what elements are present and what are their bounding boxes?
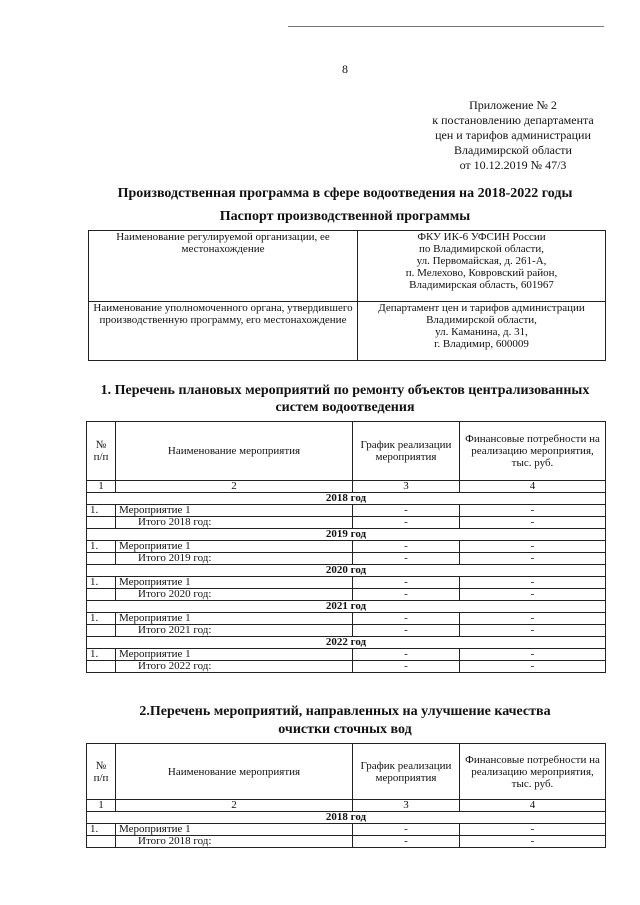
year-label: 2018 год bbox=[87, 493, 606, 505]
header-finance: Финансовые потребности на реализацию мероприятия, тыс. руб. bbox=[460, 422, 606, 481]
header-schedule: График реализации мероприятия bbox=[353, 744, 460, 800]
item-finance: - bbox=[460, 577, 606, 589]
total-schedule: - bbox=[353, 836, 460, 848]
year-label: 2021 год bbox=[87, 601, 606, 613]
col-number: 4 bbox=[460, 481, 606, 493]
total-row bbox=[87, 836, 606, 848]
passport-table bbox=[88, 230, 606, 361]
total-number bbox=[87, 836, 116, 848]
year-row bbox=[87, 812, 606, 824]
passport-org-value bbox=[358, 231, 606, 302]
col-number: 2 bbox=[116, 800, 353, 812]
year-row bbox=[87, 601, 606, 613]
authority-line: Департамент цен и тарифов администрации bbox=[378, 302, 585, 314]
org-line: ул. Первомайская, д. 261-А, bbox=[416, 255, 547, 267]
item-schedule: - bbox=[353, 505, 460, 517]
col-number: 1 bbox=[87, 800, 116, 812]
year-label: 2022 год bbox=[87, 637, 606, 649]
year-row bbox=[87, 637, 606, 649]
appendix-line: от 10.12.2019 № 47/3 bbox=[459, 158, 567, 172]
item-finance: - bbox=[460, 505, 606, 517]
item-schedule: - bbox=[353, 613, 460, 625]
table-row bbox=[87, 824, 606, 836]
item-number: 1. bbox=[87, 649, 116, 661]
header-num: № п/п bbox=[87, 422, 116, 481]
item-number: 1. bbox=[87, 613, 116, 625]
year-row bbox=[87, 493, 606, 505]
total-finance: - bbox=[460, 517, 606, 529]
total-finance: - bbox=[460, 836, 606, 848]
item-finance: - bbox=[460, 649, 606, 661]
year-row bbox=[87, 529, 606, 541]
total-row bbox=[87, 661, 606, 673]
passport-authority-label: Наименование уполномоченного органа, утвердившего производственную программу, его местонахождение bbox=[89, 302, 358, 361]
document-title: Производственная программа в сфере водоотведения на 2018-2022 годы bbox=[117, 186, 573, 201]
section1-table bbox=[86, 421, 606, 673]
total-label: Итого 2021 год: bbox=[116, 625, 353, 637]
col-number: 2 bbox=[116, 481, 353, 493]
total-number bbox=[87, 553, 116, 565]
header-num: № п/п bbox=[87, 744, 116, 800]
item-number: 1. bbox=[87, 505, 116, 517]
section1-body bbox=[87, 493, 606, 673]
org-line: ФКУ ИК-6 УФСИН России bbox=[417, 231, 546, 243]
total-label: Итого 2018 год: bbox=[116, 836, 353, 848]
appendix-block bbox=[418, 98, 608, 173]
total-row bbox=[87, 589, 606, 601]
appendix-line: Приложение № 2 bbox=[469, 98, 557, 112]
col-number: 3 bbox=[353, 481, 460, 493]
passport-org-label: Наименование регулируемой организации, ее местонахождение bbox=[89, 231, 358, 302]
header-name: Наименование мероприятия bbox=[116, 422, 353, 481]
table-row bbox=[87, 613, 606, 625]
item-number: 1. bbox=[87, 824, 116, 836]
appendix-line: Владимирской области bbox=[454, 143, 572, 157]
item-number: 1. bbox=[87, 541, 116, 553]
col-number: 3 bbox=[353, 800, 460, 812]
total-number bbox=[87, 661, 116, 673]
item-name: Мероприятие 1 bbox=[116, 613, 353, 625]
item-name: Мероприятие 1 bbox=[116, 541, 353, 553]
table-row bbox=[87, 505, 606, 517]
item-name: Мероприятие 1 bbox=[116, 505, 353, 517]
header-finance: Финансовые потребности на реализацию мероприятия, тыс. руб. bbox=[460, 744, 606, 800]
total-schedule: - bbox=[353, 553, 460, 565]
passport-title: Паспорт производственной программы bbox=[219, 209, 471, 224]
col-number: 1 bbox=[87, 481, 116, 493]
section2-title-line1: 2.Перечень мероприятий, направленных на улучшение качества bbox=[139, 704, 551, 719]
total-number bbox=[87, 625, 116, 637]
authority-line: ул. Каманина, д. 31, bbox=[435, 326, 528, 338]
year-label: 2020 год bbox=[87, 565, 606, 577]
total-label: Итого 2022 год: bbox=[116, 661, 353, 673]
total-row bbox=[87, 553, 606, 565]
page-number: 8 bbox=[342, 62, 348, 76]
year-label: 2019 год bbox=[87, 529, 606, 541]
section1-title-line2: систем водоотведения bbox=[275, 400, 415, 415]
item-name: Мероприятие 1 bbox=[116, 649, 353, 661]
total-label: Итого 2019 год: bbox=[116, 553, 353, 565]
section2-title-line2: очистки сточных вод bbox=[278, 722, 412, 737]
header-name: Наименование мероприятия bbox=[116, 744, 353, 800]
total-number bbox=[87, 517, 116, 529]
total-finance: - bbox=[460, 625, 606, 637]
org-line: Владимирская область, 601967 bbox=[409, 279, 554, 291]
item-finance: - bbox=[460, 541, 606, 553]
year-label: 2018 год bbox=[87, 812, 606, 824]
col-number: 4 bbox=[460, 800, 606, 812]
total-label: Итого 2018 год: bbox=[116, 517, 353, 529]
total-row bbox=[87, 517, 606, 529]
item-name: Мероприятие 1 bbox=[116, 824, 353, 836]
table-row bbox=[87, 649, 606, 661]
item-schedule: - bbox=[353, 824, 460, 836]
appendix-line: к постановлению департамента bbox=[432, 113, 594, 127]
authority-line: г. Владимир, 600009 bbox=[434, 338, 529, 350]
table-row bbox=[87, 541, 606, 553]
appendix-line: цен и тарифов администрации bbox=[435, 128, 591, 142]
section2-body bbox=[87, 812, 606, 848]
total-finance: - bbox=[460, 661, 606, 673]
total-finance: - bbox=[460, 553, 606, 565]
item-name: Мероприятие 1 bbox=[116, 577, 353, 589]
item-schedule: - bbox=[353, 649, 460, 661]
item-number: 1. bbox=[87, 577, 116, 589]
item-finance: - bbox=[460, 613, 606, 625]
total-schedule: - bbox=[353, 589, 460, 601]
table-row bbox=[87, 577, 606, 589]
year-row bbox=[87, 565, 606, 577]
total-schedule: - bbox=[353, 517, 460, 529]
total-schedule: - bbox=[353, 661, 460, 673]
item-schedule: - bbox=[353, 577, 460, 589]
item-schedule: - bbox=[353, 541, 460, 553]
total-finance: - bbox=[460, 589, 606, 601]
top-rule bbox=[288, 26, 604, 27]
total-schedule: - bbox=[353, 625, 460, 637]
header-schedule: График реализации мероприятия bbox=[353, 422, 460, 481]
org-line: по Владимирской области, bbox=[418, 243, 544, 255]
total-row bbox=[87, 625, 606, 637]
total-number bbox=[87, 589, 116, 601]
org-line: п. Мелехово, Ковровский район, bbox=[405, 267, 558, 279]
authority-line: Владимирской области, bbox=[426, 314, 537, 326]
passport-authority-value bbox=[358, 302, 606, 361]
section2-table bbox=[86, 743, 606, 848]
item-finance: - bbox=[460, 824, 606, 836]
total-label: Итого 2020 год: bbox=[116, 589, 353, 601]
section1-title-line1: 1. Перечень плановых мероприятий по ремонту объектов централизованных bbox=[100, 383, 590, 398]
